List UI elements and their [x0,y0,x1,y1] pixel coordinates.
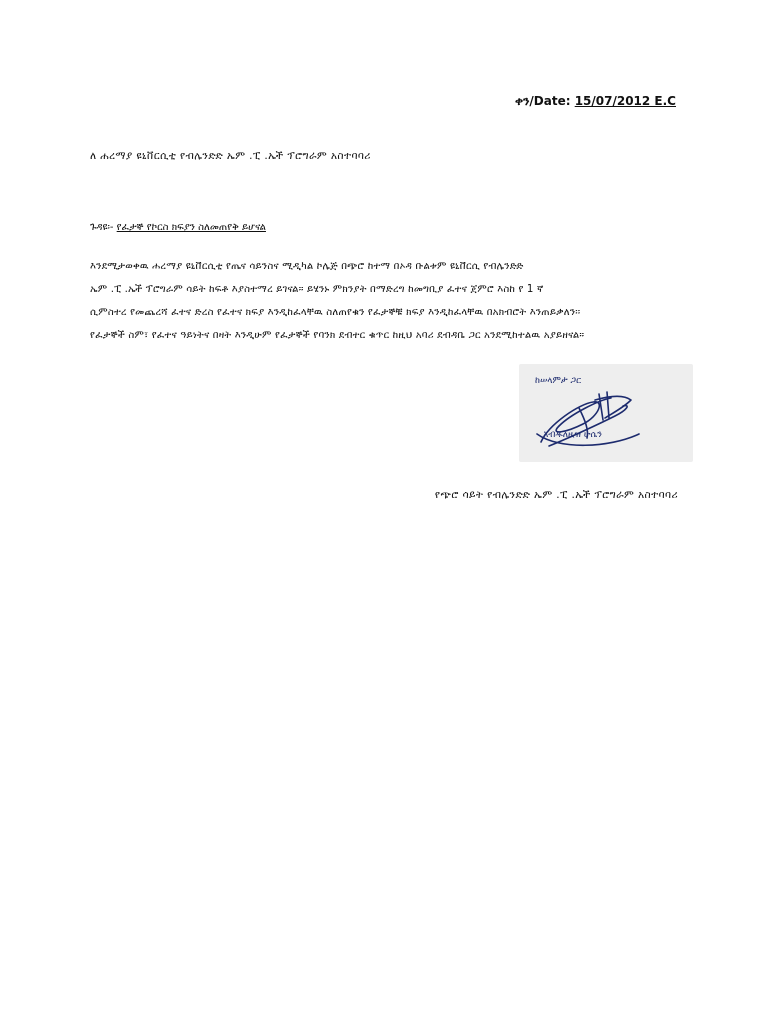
body-line-3: ሲምስተረ የመጨረሻ ፈተና ድረስ የፈተና ክፍያ እንዲከፈላቸዉ ስለጠየቁን የፈታኞቹ ክፍያ እንዲከፈላቸዉ በአክብሮት እንጠይቃለን፡፡ [90,307,581,318]
date-line [515,94,676,109]
signature-title: ከሠላምታ ጋር [535,376,582,386]
subject-line [90,222,266,233]
signature-name: አብዱለዚዝ ሁሴን [543,430,602,440]
body-line-1: እንደሚታወቀዉ ሐረማያ ዩኒቨርሲቲ የጤና ሳይንስና ሚዲካል ኮሌጅ በጭሮ ከተማ በኦዳ ቡልቱም ዩኒቨርሲ የብሌንድድ [90,261,524,272]
footer-office-line: የጭሮ ሳይት የብሌንድድ ኤም .ፒ .ኤች ፕሮግራም አስተባባሪ [434,489,678,501]
recipient-line: ለ ሐረማያ ዩኒቨርሲቲ የብሌንድድ ኤም .ፒ .ኤች ፕሮግራም አስተባባሪ [90,150,371,162]
body-line-2: ኤም .ፒ .ኤች ፕሮግራም ሳይት ከፍቶ እያስተማረ ይገናል። ይሄንኑ ምክንያት በማድረግ ከመግቢያ ፈተና ጀምሮ እስከ የ 1 ኛ [90,284,544,295]
body-line-4: የፈታኞች ስም፣ የፈተና ዓይነትና በዛት እንዲሁም የፈታኞች የባንክ ደብተር ቁጥር ከዚህ አባሪ ደብዳቤ ጋር አንደሚከተልዉ አያይዘናል። [90,330,585,341]
subject-text: የፈታኞ የኮርስ ክፍያን ስለመጠየቅ ይሆናል [116,222,266,233]
signature-stamp [519,364,693,462]
date-value: 15/07/2012 E.C [574,94,676,108]
letter-body [90,255,680,347]
subject-label: ጉዳዩ፡- [90,222,117,233]
date-label: ቀን/Date: [515,94,575,108]
